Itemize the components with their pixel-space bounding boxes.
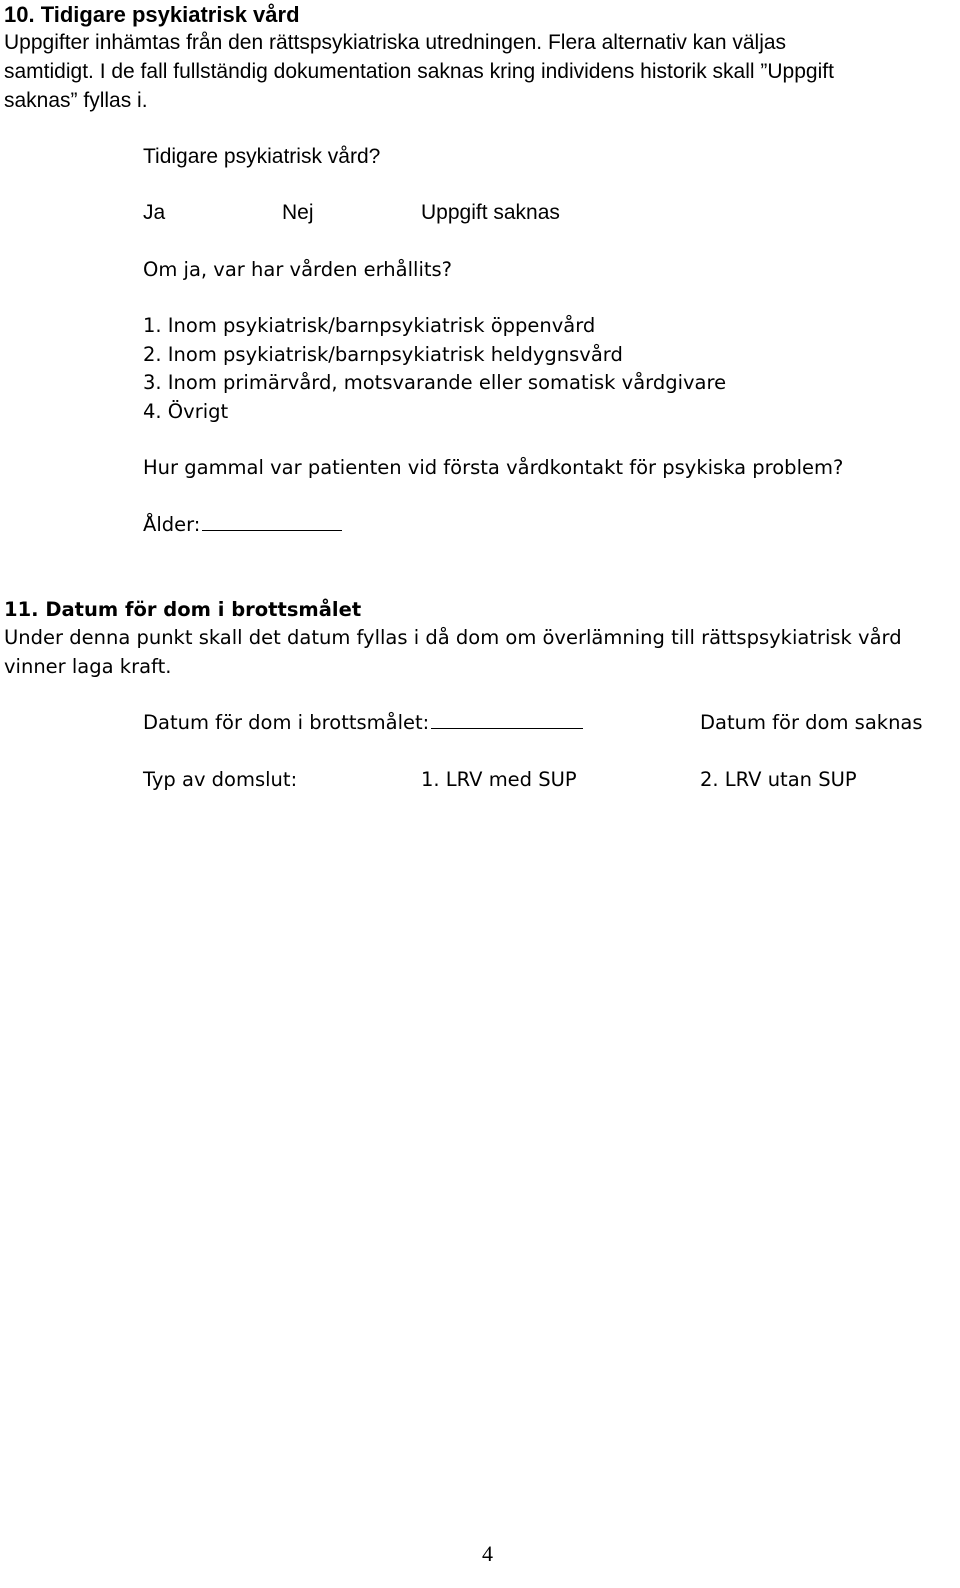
answer-uppgift-saknas[interactable]: Uppgift saknas bbox=[421, 201, 560, 224]
answer-nej[interactable]: Nej bbox=[282, 201, 314, 224]
section-11-intro-line-1: Under denna punkt skall det datum fyllas i då dom om överlämning till rättspsykiatrisk vård bbox=[4, 626, 902, 649]
answer-ja[interactable]: Ja bbox=[143, 201, 166, 224]
age-input-line[interactable] bbox=[202, 510, 342, 531]
verdict-label: Typ av domslut: bbox=[143, 768, 298, 791]
date-input-line[interactable] bbox=[431, 708, 583, 729]
followup-question: Om ja, var har vården erhållits? bbox=[143, 258, 453, 281]
verdict-option-1[interactable]: 1. LRV med SUP bbox=[421, 768, 577, 791]
age-row bbox=[143, 510, 342, 539]
section-10-intro-line-3: saknas” fyllas i. bbox=[4, 89, 148, 112]
section-10-heading: 10. Tidigare psykiatrisk vård bbox=[4, 2, 300, 27]
section-11-intro-line-2: vinner laga kraft. bbox=[4, 655, 172, 678]
page-number: 4 bbox=[482, 1541, 493, 1566]
section-10-intro-line-1: Uppgifter inhämtas från den rättspsykiatriska utredningen. Flera alternativ kan väljas bbox=[4, 31, 787, 54]
section-10-intro-line-2: samtidigt. I de fall fullständig dokumentation saknas kring individens historik skall ”Uppgift bbox=[4, 60, 834, 83]
date-missing-option[interactable]: Datum för dom saknas bbox=[700, 711, 923, 734]
care-option-3[interactable]: 3. Inom primärvård, motsvarande eller somatisk vårdgivare bbox=[143, 371, 727, 394]
date-label: Datum för dom i brottsmålet: bbox=[143, 711, 430, 734]
verdict-option-2[interactable]: 2. LRV utan SUP bbox=[700, 768, 857, 791]
question-previous-care: Tidigare psykiatrisk vård? bbox=[143, 145, 381, 168]
age-label: Ålder: bbox=[143, 513, 201, 536]
care-option-4[interactable]: 4. Övrigt bbox=[143, 400, 229, 423]
section-11-heading: 11. Datum för dom i brottsmålet bbox=[4, 598, 362, 621]
age-question: Hur gammal var patienten vid första vårdkontakt för psykiska problem? bbox=[143, 456, 844, 479]
care-option-2[interactable]: 2. Inom psykiatrisk/barnpsykiatrisk heldygnsvård bbox=[143, 343, 623, 366]
date-row bbox=[143, 708, 583, 737]
care-option-1[interactable]: 1. Inom psykiatrisk/barnpsykiatrisk öppenvård bbox=[143, 314, 596, 337]
